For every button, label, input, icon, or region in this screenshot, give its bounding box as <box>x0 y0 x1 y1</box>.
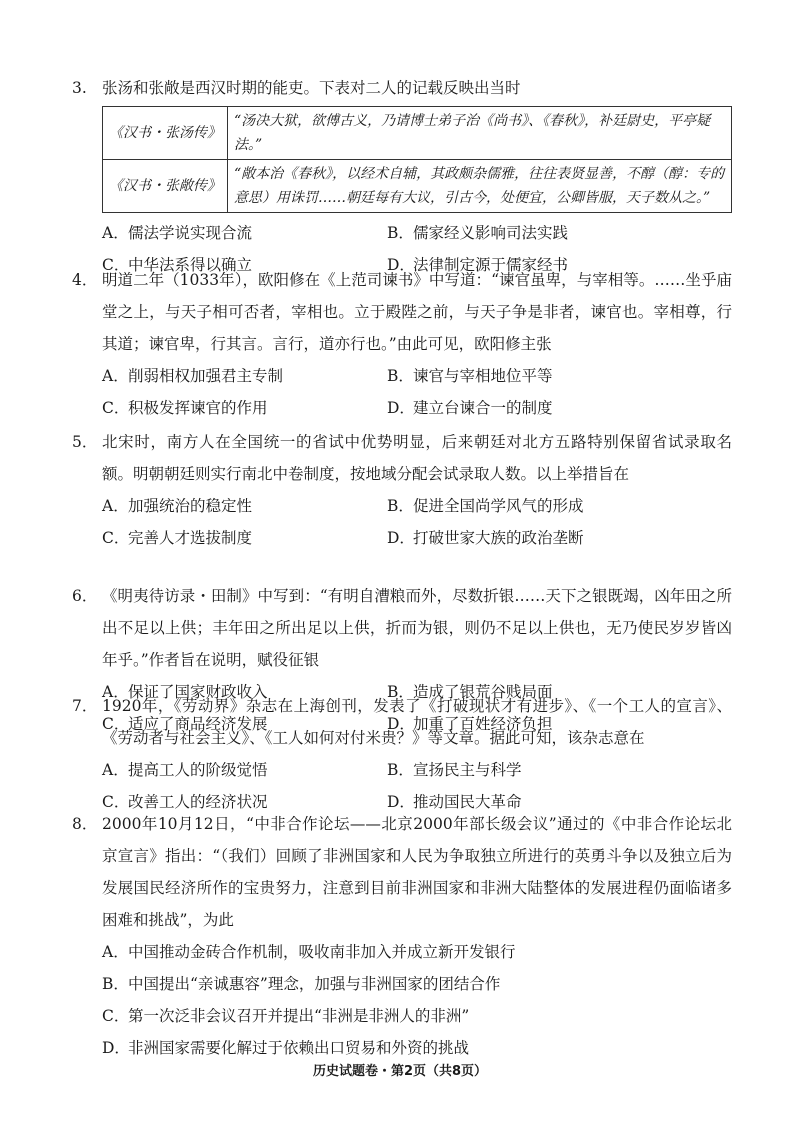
option-text: 谏官与宰相地位平等 <box>413 367 553 385</box>
option-text: 加重了百姓经济负担 <box>413 715 553 733</box>
source-book: 《汉书・张敞传》 <box>103 160 228 213</box>
option-a[interactable] <box>102 936 732 968</box>
options <box>102 360 732 424</box>
option-label: C． <box>102 1007 130 1025</box>
option-text: 儒家经义影响司法实践 <box>413 224 569 242</box>
question-stem: 张汤和张敞是西汉时期的能吏。下表对二人的记载反映出当时 <box>102 79 521 97</box>
option-label: D． <box>387 256 415 274</box>
option-d[interactable] <box>387 392 727 424</box>
option-a[interactable] <box>102 754 387 786</box>
option-label: D． <box>387 529 415 547</box>
option-label: D． <box>387 793 415 811</box>
option-text: 非洲国家需要化解过于依赖出口贸易和外资的挑战 <box>128 1039 470 1057</box>
question-4 <box>72 264 732 424</box>
option-text: 打破世家大族的政治垄断 <box>413 529 584 547</box>
option-b[interactable] <box>387 754 727 786</box>
option-label: C． <box>102 399 130 417</box>
option-label: D． <box>102 1039 130 1057</box>
option-label: B． <box>387 497 414 515</box>
option-b[interactable] <box>102 968 732 1000</box>
option-label: B． <box>387 224 414 242</box>
question-number: 6． <box>72 587 98 605</box>
option-text: 中国推动金砖合作机制，吸收南非加入并成立新开发银行 <box>128 943 516 961</box>
question-stem: 2000年10月12日，“中非合作论坛——北京2000年部长级会议”通过的《中非合作论坛北京宣言》指出：“（我们）回顾了非洲国家和人民为争取独立所进行的英勇斗争以及独立后为发展国民经济所作的宝贵努力，注意到目前非洲国家和非洲大陆整体的发展进程仍面临诸多困难和挑战”，为此 <box>102 815 732 929</box>
option-a[interactable] <box>102 490 387 522</box>
option-text: 完善人才选拔制度 <box>128 529 253 547</box>
question-number: 5． <box>72 433 98 451</box>
option-text: 推动国民大革命 <box>413 793 522 811</box>
question-5 <box>72 426 732 554</box>
options <box>102 936 732 1064</box>
question-number: 4． <box>72 271 98 289</box>
source-table <box>102 106 732 213</box>
option-b[interactable] <box>387 360 727 392</box>
option-label: A． <box>102 224 129 242</box>
source-quote: “汤决大狱，欲傅古义，乃请博士弟子治《尚书》、《春秋》，补廷尉史，平亭疑法。” <box>228 107 732 160</box>
option-a[interactable] <box>102 360 387 392</box>
option-label: B． <box>387 761 414 779</box>
option-label: A． <box>102 683 129 701</box>
table-row <box>103 107 732 160</box>
question-stem: 1920年，《劳动界》杂志在上海创刊，发表了《打破现状才有进步》、《一个工人的宣言》、《劳动者与社会主义》、《工人如何对付米贵？》等文章。据此可知，该杂志意在 <box>102 697 732 747</box>
question-stem: 明道二年（1033年），欧阳修在《上范司谏书》中写道：“谏官虽卑，与宰相等。……坐乎庙堂之上，与天子相可否者，宰相也。立于殿陛之前，与天子争是非者，谏官也。宰相尊，行其道；谏官卑，行其言。言行，道亦行也。”由此可见，欧阳修主张 <box>102 271 732 353</box>
option-label: A． <box>102 367 129 385</box>
option-text: 提高工人的阶级觉悟 <box>128 761 268 779</box>
option-label: A． <box>102 761 129 779</box>
option-c[interactable] <box>102 1000 732 1032</box>
option-text: 中华法系得以确立 <box>128 256 253 274</box>
option-b[interactable] <box>387 490 727 522</box>
option-text: 促进全国尚学风气的形成 <box>413 497 584 515</box>
question-number: 7． <box>72 697 98 715</box>
option-text: 改善工人的经济状况 <box>128 793 268 811</box>
option-label: A． <box>102 497 129 515</box>
page-footer: 历史试题卷・第2页（共8页） <box>312 1064 488 1079</box>
question-stem: 北宋时，南方人在全国统一的省试中优势明显，后来朝廷对北方五路特别保留省试录取名额。明朝朝廷则实行南北中卷制度，按地域分配会试录取人数。以上举措旨在 <box>102 433 732 483</box>
option-text: 加强统治的稳定性 <box>128 497 253 515</box>
option-label: B． <box>387 683 414 701</box>
question-8 <box>72 808 732 1064</box>
option-text: 建立台谏合一的制度 <box>413 399 553 417</box>
option-label: C． <box>102 529 130 547</box>
source-quote: “敞本治《春秋》，以经术自辅，其政颇杂儒雅，往往表贤显善，不醇（醇：专的意思）用诛罚……朝廷每有大议，引古今，处便宜，公卿皆服，天子数从之。” <box>228 160 732 213</box>
option-text: 宣扬民主与科学 <box>413 761 522 779</box>
options <box>102 490 732 554</box>
option-text: 法律制定源于儒家经书 <box>413 256 569 274</box>
option-d[interactable] <box>387 522 727 554</box>
question-7 <box>72 690 732 818</box>
option-text: 中国提出“亲诚惠容”理念，加强与非洲国家的团结合作 <box>128 975 501 993</box>
option-a[interactable] <box>102 217 387 249</box>
option-c[interactable] <box>102 392 387 424</box>
option-b[interactable] <box>387 217 727 249</box>
option-label: D． <box>387 715 415 733</box>
option-c[interactable] <box>102 522 387 554</box>
option-label: B． <box>102 975 129 993</box>
source-book: 《汉书・张汤传》 <box>103 107 228 160</box>
option-label: C． <box>102 256 130 274</box>
option-label: A． <box>102 943 129 961</box>
option-label: D． <box>387 399 415 417</box>
question-number: 8． <box>72 815 98 833</box>
option-label: C． <box>102 715 130 733</box>
option-text: 第一次泛非会议召开并提出“非洲是非洲人的非洲” <box>128 1007 470 1025</box>
option-text: 保证了国家财政收入 <box>128 683 268 701</box>
option-text: 适应了商品经济发展 <box>128 715 268 733</box>
option-text: 儒法学说实现合流 <box>128 224 253 242</box>
option-label: B． <box>387 367 414 385</box>
option-label: C． <box>102 793 130 811</box>
question-3 <box>72 72 732 281</box>
option-text: 削弱相权加强君主专制 <box>128 367 284 385</box>
question-number: 3. <box>72 79 87 97</box>
option-text: 造成了银荒谷贱局面 <box>413 683 553 701</box>
option-text: 积极发挥谏官的作用 <box>128 399 268 417</box>
table-row <box>103 160 732 213</box>
question-stem: 《明夷待访录・田制》中写到：“有明自漕粮而外，尽数折银……天下之银既竭，凶年田之所出不足以上供；丰年田之所出足以上供，折而为银，则仍不足以上供也，无乃使民岁岁皆凶年乎。”作者旨在说明，赋役征银 <box>102 587 732 669</box>
